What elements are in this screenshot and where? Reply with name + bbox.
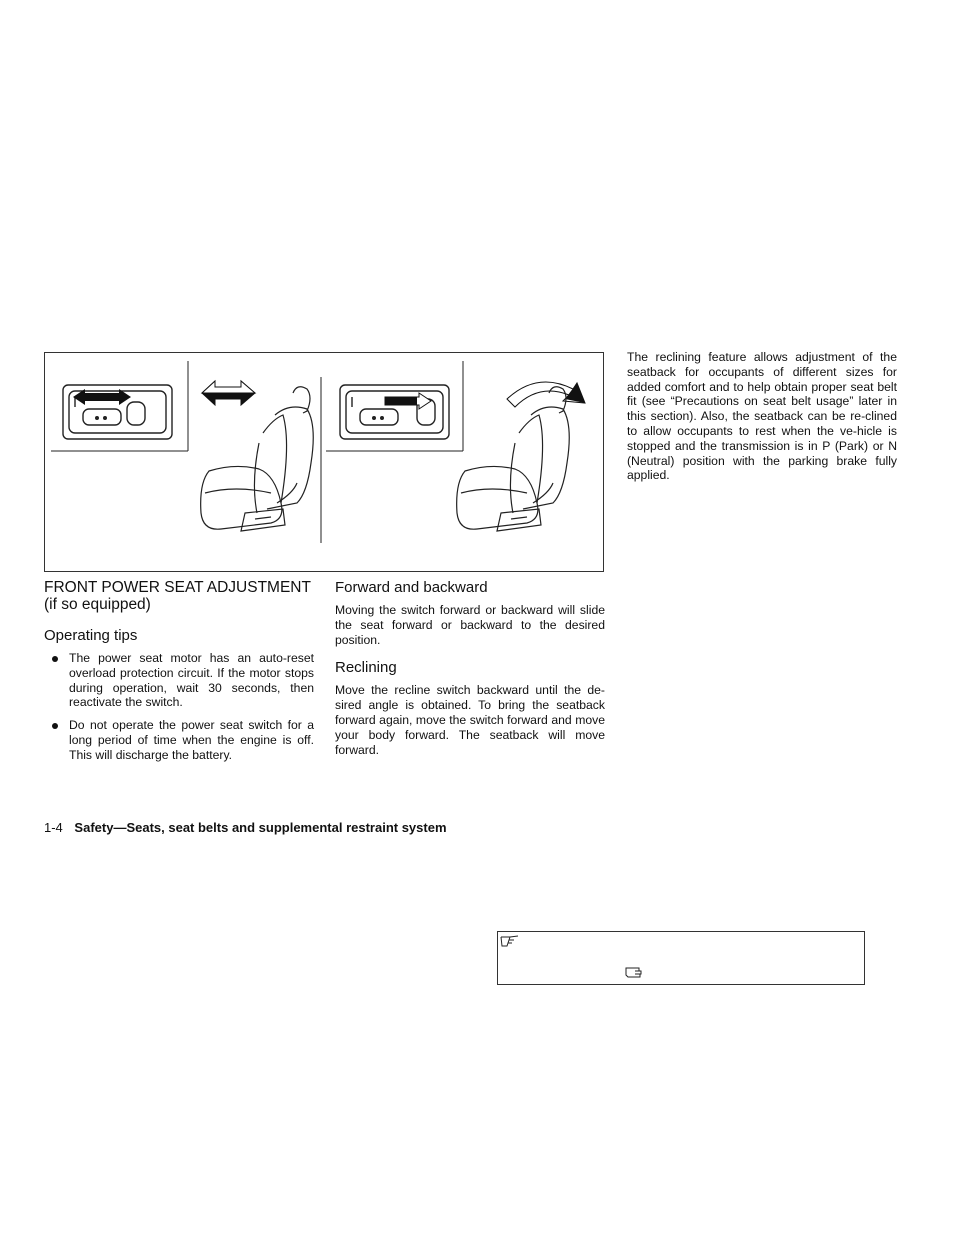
bullet-icon (52, 656, 58, 662)
double-arrow-icon (385, 393, 431, 409)
pointing-hand-icon (500, 933, 520, 947)
list-item (44, 718, 314, 762)
page-number: 1-4 (44, 820, 63, 835)
seat-switch-icon (340, 385, 449, 439)
right-column (627, 350, 897, 495)
chapter-title: Safety—Seats, seat belts and supplemental restraint system (74, 820, 447, 835)
list-item (44, 651, 314, 710)
left-column (44, 579, 314, 771)
page-footer (44, 820, 447, 836)
forward-backward-text: Moving the switch forward or backward will slide the seat forward or backward to the desired position. (335, 603, 605, 647)
seat-adjustment-figure (44, 352, 604, 572)
operating-tips-heading: Operating tips (44, 627, 138, 644)
seat-icon (457, 387, 570, 531)
reclining-text: Move the recline switch backward until the de-sired angle is obtained. To bring the seatback forward again, move the switch forward and move your body forward. The seatback will move forward. (335, 683, 605, 757)
bullet-text: Do not operate the power seat switch for a long period of time when the engine is off. This will discharge the battery. (69, 718, 314, 762)
double-arrow-icon (202, 381, 255, 405)
reclining-heading: Reclining (335, 659, 397, 677)
reclining-feature-text: The reclining feature allows adjustment of the seatback for occupants of different sizes for added comfort and to help obtain proper seat belt fit (see “Precautions on seat belt usage” later in this section). Also, the seatback can be re-clined to allow occupants to rest when the ve-hicle is stopped and the transmission is in P (Park) or N (Neutral) position with the parking brake fully applied. (627, 350, 897, 483)
hand-icon (625, 965, 643, 979)
middle-column (335, 579, 605, 769)
forward-backward-heading: Forward and backward (335, 579, 488, 596)
seat-illustration (45, 353, 605, 573)
bullet-icon (52, 723, 58, 729)
bullet-text: The power seat motor has an auto-reset overload protection circuit. If the motor stops during operation, wait 30 seconds, then reactivate the switch. (69, 651, 314, 710)
note-box (497, 931, 865, 985)
operating-tips-list (44, 651, 314, 763)
section-title: FRONT POWER SEAT ADJUSTMENT (if so equipped) (44, 579, 311, 613)
curved-arrow-icon (507, 382, 585, 407)
seat-icon (201, 387, 314, 531)
